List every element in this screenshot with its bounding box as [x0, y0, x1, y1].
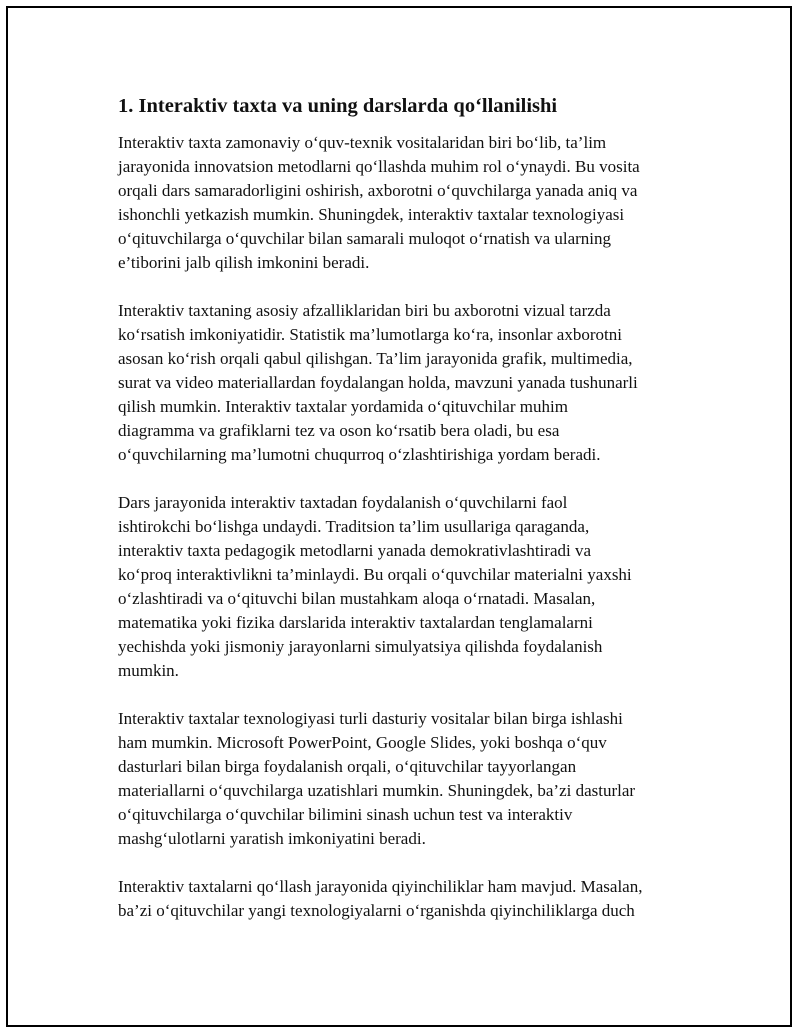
- text-line: dasturlari bilan birga foydalanish orqali, o‘qituvchilar tayyorlangan: [118, 757, 577, 776]
- text-line: ishtirokchi bo‘lishga undaydi. Traditsion ta’lim usullariga qaraganda,: [118, 517, 590, 536]
- text-line: orqali dars samaradorligini oshirish, axborotni o‘quvchilarga yanada aniq va: [118, 181, 638, 200]
- text-line: ko‘rsatish imkoniyatidir. Statistik ma’lumotlarga ko‘ra, insonlar axborotni: [118, 325, 622, 344]
- text-line: yechishda yoki jismoniy jarayonlarni simulyatsiya qilishda foydalanish: [118, 637, 603, 656]
- text-line: e’tiborini jalb qilish imkonini beradi.: [118, 253, 370, 272]
- paragraph-4: [118, 707, 690, 851]
- text-line: Dars jarayonida interaktiv taxtadan foydalanish o‘quvchilarni faol: [118, 493, 568, 512]
- text-line: Interaktiv taxtalar texnologiyasi turli dasturiy vositalar bilan birga ishlashi: [118, 709, 623, 728]
- text-line: o‘quvchilarning ma’lumotni chuqurroq o‘zlashtirishiga yordam beradi.: [118, 445, 601, 464]
- text-line: mashg‘ulotlarni yaratish imkoniyatini beradi.: [118, 829, 426, 848]
- text-line: jarayonida innovatsion metodlarni qo‘llashda muhim rol o‘ynaydi. Bu vosita: [118, 157, 640, 176]
- text-line: ishonchli yetkazish mumkin. Shuningdek, interaktiv taxtalar texnologiyasi: [118, 205, 625, 224]
- text-line: o‘zlashtiradi va o‘qituvchi bilan mustahkam aloqa o‘rnatadi. Masalan,: [118, 589, 596, 608]
- text-line: Interaktiv taxtalarni qo‘llash jarayonida qiyinchiliklar ham mavjud. Masalan,: [118, 877, 643, 896]
- paragraph-2: [118, 299, 690, 467]
- document-body: [118, 93, 690, 947]
- paragraph-1: [118, 131, 690, 275]
- text-line: surat va video materiallardan foydalangan holda, mavzuni yanada tushunarli: [118, 373, 638, 392]
- text-line: Interaktiv taxta zamonaviy o‘quv-texnik vositalaridan biri bo‘lib, ta’lim: [118, 133, 607, 152]
- text-line: interaktiv taxta pedagogik metodlarni yanada demokrativlashtiradi va: [118, 541, 592, 560]
- text-line: diagramma va grafiklarni tez va oson ko‘rsatib bera oladi, bu esa: [118, 421, 560, 440]
- text-line: o‘qituvchilarga o‘quvchilar bilan samarali muloqot o‘rnatish va ularning: [118, 229, 612, 248]
- section-heading: 1. Interaktiv taxta va uning darslarda qo‘llanilishi: [118, 95, 558, 117]
- text-line: qilish mumkin. Interaktiv taxtalar yordamida o‘qituvchilar muhim: [118, 397, 568, 416]
- text-line: ham mumkin. Microsoft PowerPoint, Google Slides, yoki boshqa o‘quv: [118, 733, 607, 752]
- text-line: matematika yoki fizika darslarida interaktiv taxtalardan tenglamalarni: [118, 613, 593, 632]
- text-line: ba’zi o‘qituvchilar yangi texnologiyalarni o‘rganishda qiyinchiliklarga duch: [118, 901, 635, 920]
- paragraph-3: [118, 491, 690, 683]
- text-line: mumkin.: [118, 661, 179, 680]
- text-line: asosan ko‘rish orqali qabul qilishgan. Ta’lim jarayonida grafik, multimedia,: [118, 349, 633, 368]
- text-line: materiallarni o‘quvchilarga uzatishlari mumkin. Shuningdek, ba’zi dasturlar: [118, 781, 636, 800]
- text-line: o‘qituvchilarga o‘quvchilar bilimini sinash uchun test va interaktiv: [118, 805, 573, 824]
- text-line: Interaktiv taxtaning asosiy afzalliklaridan biri bu axborotni vizual tarzda: [118, 301, 611, 320]
- paragraph-5: [118, 875, 690, 923]
- text-line: ko‘proq interaktivlikni ta’minlaydi. Bu orqali o‘quvchilar materialni yaxshi: [118, 565, 632, 584]
